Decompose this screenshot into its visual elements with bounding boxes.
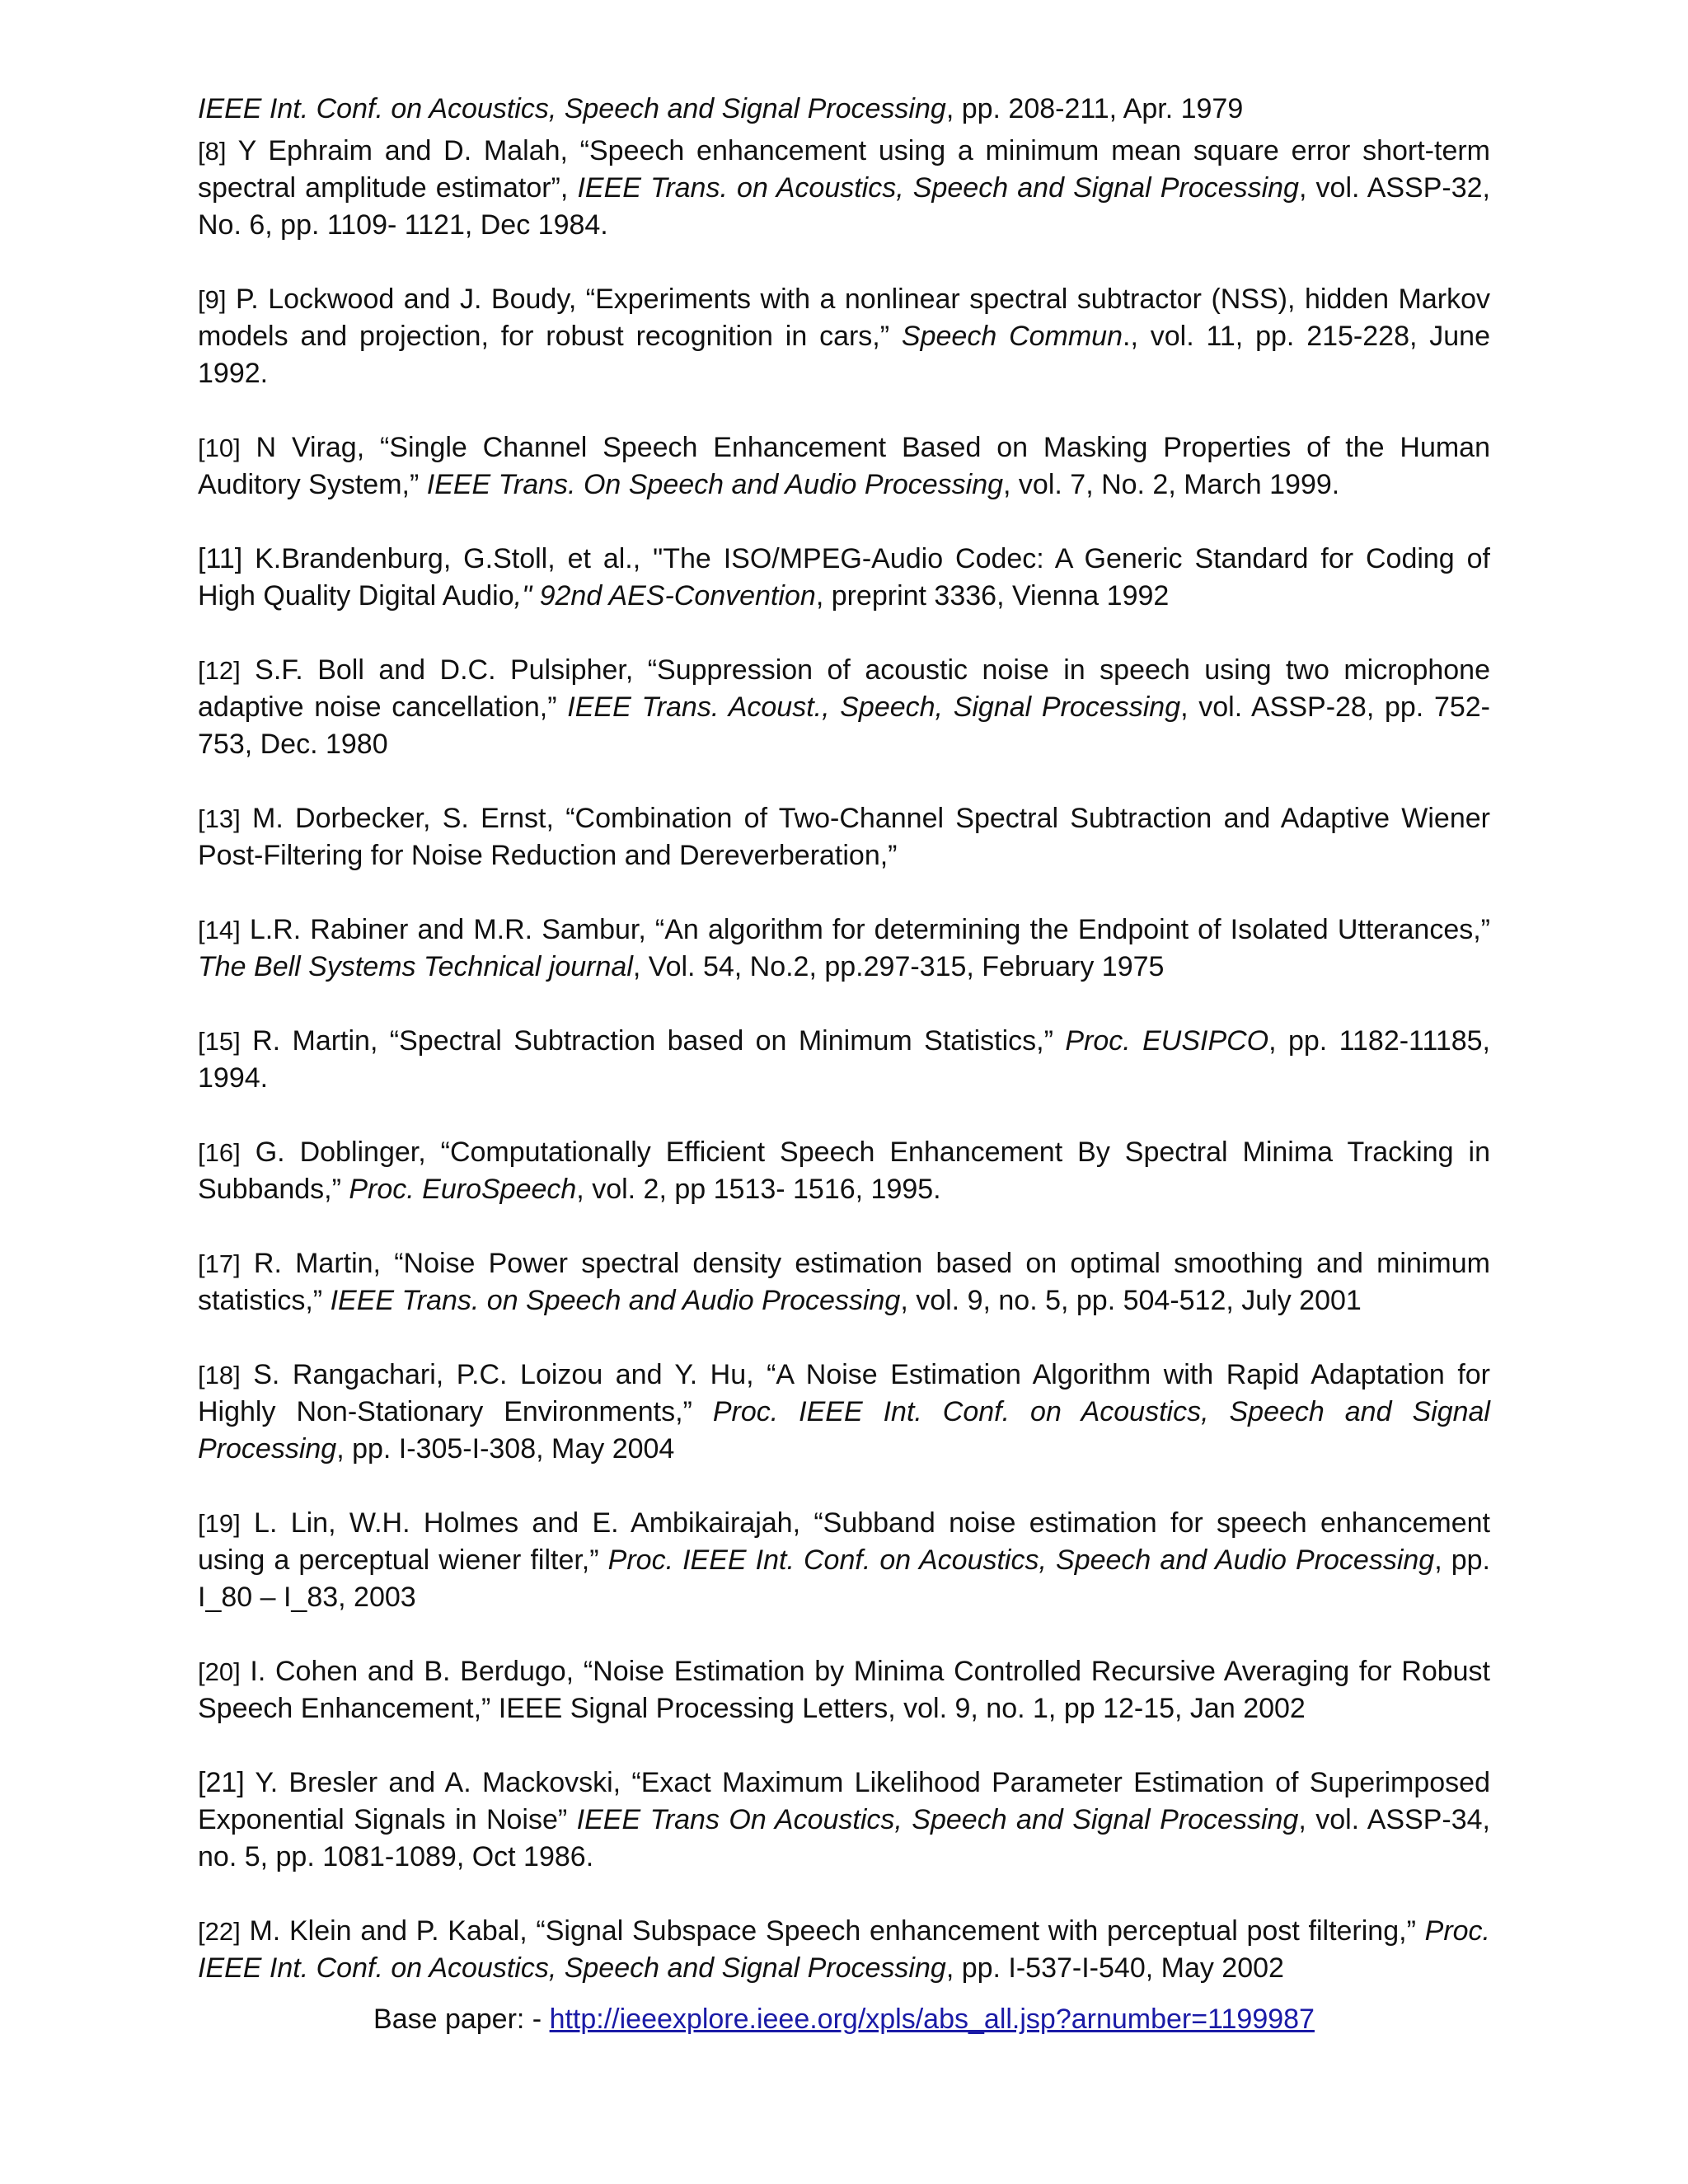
reference-20 xyxy=(198,1653,1490,1727)
reference-number: [19] xyxy=(198,1509,241,1538)
reference-10 xyxy=(198,429,1490,504)
reference-text: L.R. Rabiner and M.R. Sambur, “An algorithm for determining the Endpoint of Isolated Utterances,” xyxy=(240,914,1490,945)
reference-details: , preprint 3336, Vienna 1992 xyxy=(815,580,1170,612)
reference-7-tail xyxy=(198,91,1490,128)
base-paper-label: Base paper: - xyxy=(373,2004,550,2035)
reference-details: , pp. 1182-11185, 1994. xyxy=(198,1025,1490,1094)
reference-9 xyxy=(198,281,1490,392)
reference-number: [12] xyxy=(198,656,241,685)
reference-details: , vol. ASSP-32, No. 6, pp. 1109- 1121, Dec 1984. xyxy=(198,172,1490,241)
reference-text: Y. Bresler and A. Mackovski, “Exact Maximum Likelihood Parameter Estimation of Superimposed Exponential Signals in Noise” xyxy=(198,1767,1490,1835)
reference-venue: IEEE Trans. on Acoustics, Speech and Signal Processing xyxy=(577,172,1299,204)
reference-venue: IEEE Int. Conf. on Acoustics, Speech and Signal Processing xyxy=(198,93,946,124)
reference-number: [8] xyxy=(198,137,227,166)
reference-text: L. Lin, W.H. Holmes and E. Ambikairajah, “Subband noise estimation for speech enhancement using a perceptual wiener filter,” xyxy=(198,1507,1490,1576)
reference-details: , pp. I_80 – I_83, 2003 xyxy=(198,1544,1490,1613)
reference-14 xyxy=(198,912,1490,986)
reference-number: [18] xyxy=(198,1361,241,1390)
reference-text: P. Lockwood and J. Boudy, “Experiments with a nonlinear spectral subtractor (NSS), hidden Markov models and projection, for robust recognition in cars,” xyxy=(198,284,1490,352)
base-paper-link[interactable]: http://ieeexplore.ieee.org/xpls/abs_all.jsp?arnumber=1199987 xyxy=(549,2004,1315,2035)
reference-venue: The Bell Systems Technical journal xyxy=(198,951,633,982)
reference-details: , pp. I-537-I-540, May 2002 xyxy=(945,1952,1284,1984)
reference-text: I. Cohen and B. Berdugo, “Noise Estimation by Minima Controlled Recursive Averaging for Robust Speech Enhancement,” IEEE Signal Processing Letters, vol. 9, no. 1, pp 12-15, Jan 2002 xyxy=(198,1656,1490,1724)
reference-22 xyxy=(198,1913,1490,1987)
reference-details: , vol. 2, pp 1513- 1516, 1995. xyxy=(576,1174,941,1205)
reference-venue: ," 92nd AES-Convention xyxy=(513,580,816,612)
reference-details: ., vol. 11, pp. 215-228, June 1992. xyxy=(198,321,1490,389)
reference-details: , Vol. 54, No.2, pp.297-315, February 1975 xyxy=(632,951,1165,982)
reference-number: [14] xyxy=(198,916,241,944)
reference-13 xyxy=(198,800,1490,874)
reference-text: M. Klein and P. Kabal, “Signal Subspace Speech enhancement with perceptual post filtering,” xyxy=(240,1915,1425,1947)
reference-venue: Speech Commun xyxy=(901,321,1123,352)
reference-18 xyxy=(198,1357,1490,1468)
reference-text: M. Dorbecker, S. Ernst, “Combination of Two-Channel Spectral Subtraction and Adaptive Wiener Post-Filtering for Noise Reduction and Dereverberation,” xyxy=(198,803,1490,871)
reference-list xyxy=(198,91,1490,2024)
reference-21 xyxy=(198,1765,1490,1876)
reference-17 xyxy=(198,1245,1490,1319)
reference-number: [16] xyxy=(198,1138,241,1167)
reference-15 xyxy=(198,1023,1490,1097)
reference-venue: IEEE Trans. On Speech and Audio Processing xyxy=(426,469,1004,500)
reference-text: Y Ephraim and D. Malah, “Speech enhancement using a minimum mean square error short-term spectral amplitude estimator”, xyxy=(198,135,1490,204)
reference-number: [21] xyxy=(198,1767,245,1798)
reference-number: [15] xyxy=(198,1027,241,1056)
reference-number: [20] xyxy=(198,1657,241,1686)
reference-venue: Proc. IEEE Int. Conf. on Acoustics, Speech and Signal Processing xyxy=(198,1915,1490,1984)
reference-venue: Proc. EUSIPCO xyxy=(1065,1025,1269,1057)
reference-16 xyxy=(198,1134,1490,1208)
reference-details: , vol. ASSP-28, pp. 752-753, Dec. 1980 xyxy=(198,691,1490,760)
reference-venue: IEEE Trans On Acoustics, Speech and Signal Processing xyxy=(576,1804,1299,1835)
reference-11 xyxy=(198,541,1490,615)
reference-venue: IEEE Trans. on Speech and Audio Processing xyxy=(330,1285,901,1316)
reference-8 xyxy=(198,133,1490,244)
reference-text: K.Brandenburg, G.Stoll, et al., "The ISO/MPEG-Audio Codec: A Generic Standard for Coding of High Quality Digital Audio xyxy=(198,543,1490,612)
reference-details: , vol. 7, No. 2, March 1999. xyxy=(1003,469,1340,500)
reference-number: [13] xyxy=(198,804,241,833)
reference-venue: Proc. IEEE Int. Conf. on Acoustics, Speech and Signal Processing xyxy=(198,1396,1490,1465)
reference-details: , pp. 208-211, Apr. 1979 xyxy=(945,93,1244,124)
reference-text: S. Rangachari, P.C. Loizou and Y. Hu, “A Noise Estimation Algorithm with Rapid Adaptation for Highly Non-Stationary Environments,” xyxy=(198,1359,1490,1427)
reference-text: N Virag, “Single Channel Speech Enhancement Based on Masking Properties of the Human Auditory System,” xyxy=(198,432,1490,500)
reference-text: S.F. Boll and D.C. Pulsipher, “Suppression of acoustic noise in speech using two microphone adaptive noise cancellation,” xyxy=(198,654,1490,723)
reference-venue: IEEE Trans. Acoust., Speech, Signal Processing xyxy=(567,691,1181,723)
reference-details: , vol. ASSP-34, no. 5, pp. 1081-1089, Oct 1986. xyxy=(198,1804,1490,1872)
reference-venue: Proc. IEEE Int. Conf. on Acoustics, Speech and Audio Processing xyxy=(607,1544,1435,1576)
reference-text: R. Martin, “Spectral Subtraction based on Minimum Statistics,” xyxy=(240,1025,1066,1057)
reference-venue: Proc. EuroSpeech xyxy=(349,1174,577,1205)
reference-number: [22] xyxy=(198,1917,241,1946)
reference-text: G. Doblinger, “Computationally Efficient Speech Enhancement By Spectral Minima Tracking in Subbands,” xyxy=(198,1137,1490,1205)
reference-12 xyxy=(198,652,1490,763)
reference-details: , vol. 9, no. 5, pp. 504-512, July 2001 xyxy=(900,1285,1362,1316)
reference-text: R. Martin, “Noise Power spectral density estimation based on optimal smoothing and minimum statistics,” xyxy=(198,1248,1490,1316)
reference-number: [10] xyxy=(198,434,241,462)
reference-number: [17] xyxy=(198,1249,241,1278)
reference-number: [11] xyxy=(198,543,243,574)
reference-number: [9] xyxy=(198,285,227,314)
base-paper-footer xyxy=(0,2001,1688,2038)
reference-details: , pp. I-305-I-308, May 2004 xyxy=(336,1433,675,1465)
reference-19 xyxy=(198,1505,1490,1616)
